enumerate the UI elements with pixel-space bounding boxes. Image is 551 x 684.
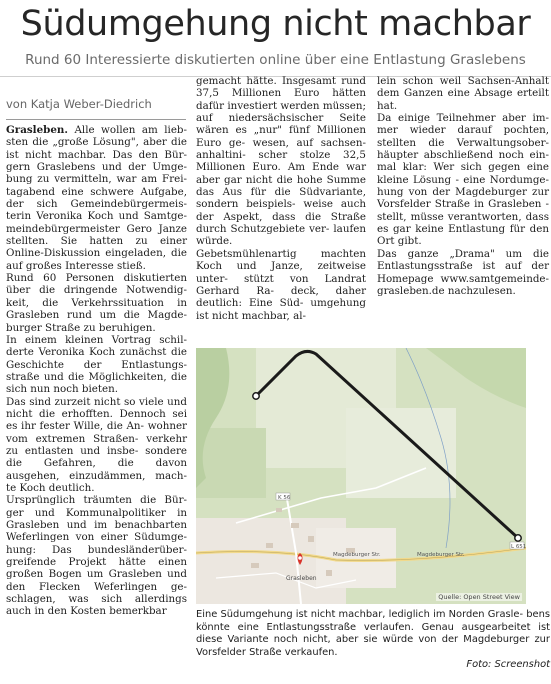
paragraph: Rund 60 Personen diskutierten über die dringende Notwendig- keit, die Verkehrssituation in Grasleben rund um die Magde- burger Straße zu beruhigen. <box>6 272 187 334</box>
map-credit: Quelle: Open Street View <box>438 593 520 601</box>
road-label-k56: K 56 <box>278 495 291 501</box>
paragraph: In einem kleinen Vortrag schil- derte Veronika Koch zunächst die Geschichte der Entlastungs- straße und die Möglichkeiten, die sich nun noch bieten. <box>6 333 187 396</box>
paragraph: Gebetsmühlenartig machten Koch und Janze, zeitweise unter- stützt von Landrat Gerhard Ra- deck, daher deutlich: Eine Süd- umgehung ist nicht machbar, al- <box>196 247 366 322</box>
route-map <box>196 348 526 604</box>
map-labels <box>196 348 526 604</box>
town-label-grasleben: Grasleben <box>286 575 317 582</box>
caption-text: Eine Südumgehung ist nicht machbar, lediglich im Norden Grasle- bens könnte eine Entlastungsstraße verlaufen. Genau ausgearbeitet ist diese Variante noch nicht, aber sie würde von der Magdeburger zur Vorsfelder Straße verkaufen. <box>196 609 550 658</box>
article-headline: Südumgehung nicht machbar <box>20 4 531 44</box>
text-column-3 <box>377 75 549 297</box>
dateline: Grasleben. <box>6 124 68 136</box>
caption-credit-line <box>196 659 550 672</box>
paragraph: gemacht hätte. Insgesamt rund 37,5 Millionen Euro hätten dafür investiert werden müssen; auf niedersächsischer Seite wären es „nur" fünf Millionen Euro ge- wesen, auf sachsen-anhaltini- scher stolze 32,5 Millionen Euro. Am Ende war aber gar nicht die hohe Summe das Aus für die Südvariante, sondern beispiels- weise auch der Aspekt, dass die Straße durch Schutzgebiete ver- laufen würde. <box>196 75 366 248</box>
paragraph: Das sind zurzeit nicht so viele und nicht die erhofften. Dennoch sei es ihr fester Wille, die An- wohner vom extremen Straßen- verkehr zu entlasten und insbe- sondere die Gefahren, die davon ausgehen, einzudämmen, mach- te Koch deutlich. <box>6 395 187 494</box>
article-subheadline: Rund 60 Interessierte diskutierten online über eine Entlastung Graslebens <box>25 52 526 68</box>
photo-credit: Foto: Screenshot <box>466 659 550 671</box>
byline: von Katja Weber-Diedrich <box>6 97 152 111</box>
paragraph-text: Alle wollen am lieb- sten die „große Lösung", aber die ist nicht machbar. Das den Bür- gern Graslebens und der Umge- bung zu vermitteln, war am Frei- tagabend eine schwere Aufgabe, der sich Gemeindebürgermeis- terin Veronika Koch und Samtge- meindebürgermeister Gero Janze stellten. Sie hatten zu einer Online-Diskussion eingeladen, die auf großes Interesse stieß. <box>6 124 187 272</box>
paragraph: Da einige Teilnehmer aber im- mer wieder darauf pochten, stellten die Verwaltungsober- häupter abschließend noch ein- mal klar: Wer sich gegen eine kleine Lösung - eine Nordumge- hung von der Magdeburger zur Vorsfelder Straße in Grasleben - stellt, müsse verantworten, dass es gar keine Entlastung für den Ort gibt. <box>377 112 549 248</box>
paragraph: Ursprünglich träumten die Bür- ger und Kommunalpolitiker in Grasleben und im benachbarten Weferlingen von einer Südumge- hung: Das bundesländerüber- greifende Projekt hätte einen großen Bogen um Grasleben und den Flecken Weferlingen ge- schlagen, was sich allerdings auch in den Kosten bemerkbar <box>6 494 187 618</box>
image-caption <box>196 609 550 672</box>
text-column-2 <box>196 75 366 322</box>
paragraph: Das ganze „Drama" um die Entlastungsstraße ist auf der Homepage www.samtgemeinde- grasleben.de nachzulesen. <box>377 247 549 297</box>
paragraph: lein schon weil Sachsen-Anhalt dem Ganzen eine Absage erteilt hat. <box>377 75 549 112</box>
road-label-magdeburger-1: Magdeburger Str. <box>333 552 381 558</box>
road-label-l651: L 651 <box>511 544 526 550</box>
text-column-1 <box>6 124 187 618</box>
road-label-magdeburger-2: Magdeburger Str. <box>417 552 465 558</box>
byline-divider <box>6 119 186 120</box>
paragraph <box>6 124 187 272</box>
